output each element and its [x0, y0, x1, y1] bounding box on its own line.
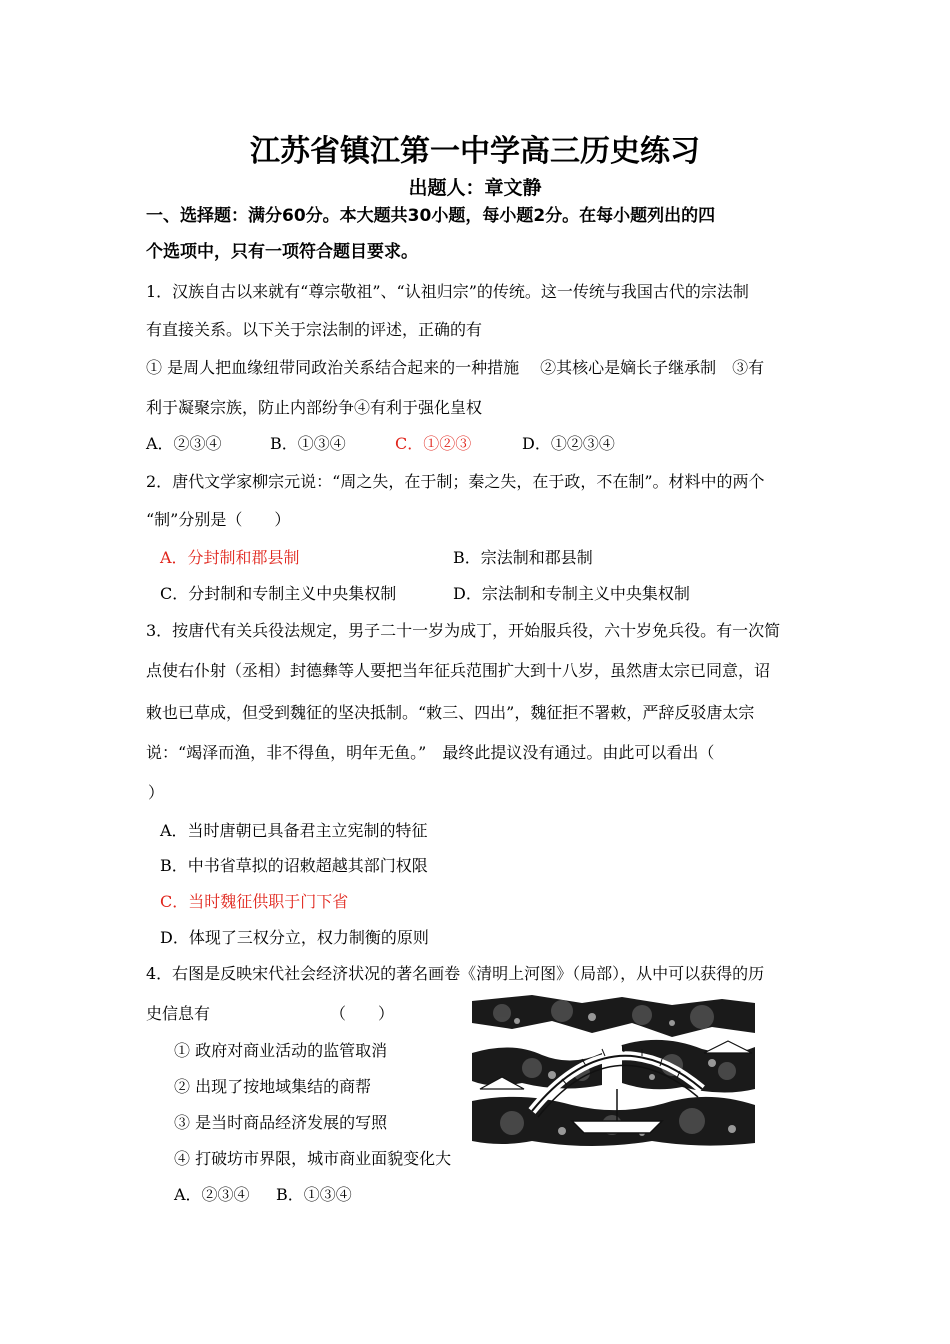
- q3-option-b: B．中书省草拟的诏敕超越其部门权限: [160, 856, 428, 875]
- q1-items-line1: ① 是周人把血缘纽带同政治关系结合起来的一种措施 ②其核心是嫡长子继承制 ③有: [146, 358, 765, 377]
- author-line: 出题人：章文静: [408, 177, 542, 199]
- q1-items-line2: 利于凝聚宗族，防止内部纷争④有利于强化皇权: [146, 398, 483, 417]
- q4-option-a: A．②③④: [174, 1185, 250, 1204]
- q2-option-b: B．宗法制和郡县制: [453, 548, 593, 567]
- q3-option-d: D．体现了三权分立，权力制衡的原则: [160, 928, 429, 947]
- section-heading-line2: 个选项中，只有一项符合题目要求。: [146, 242, 418, 262]
- qingming-painting-image: [472, 993, 755, 1151]
- q4-item-3: ③ 是当时商品经济发展的写照: [174, 1113, 388, 1132]
- q2-option-c: C．分封制和专制主义中央集权制: [160, 584, 397, 603]
- page-title: 江苏省镇江第一中学高三历史练习: [250, 134, 700, 169]
- q1-option-a: A．②③④: [146, 434, 222, 453]
- q4-option-b: B．①③④: [276, 1185, 352, 1204]
- q2-option-d: D．宗法制和专制主义中央集权制: [453, 584, 690, 603]
- q3-option-a: A．当时唐朝已具备君主立宪制的特征: [160, 821, 428, 840]
- q4-item-4: ④ 打破坊市界限，城市商业面貌变化大: [174, 1149, 452, 1168]
- q2-option-a-answer: A．分封制和郡县制: [160, 548, 300, 567]
- q3-stem-line3: 敕也已草成，但受到魏征的坚决抵制。“敕三、四出”，魏征拒不署敕，严辞反驳唐太宗: [146, 703, 755, 722]
- q1-stem-line1: 1．汉族自古以来就有“尊宗敬祖”、“认祖归宗”的传统。这一传统与我国古代的宗法制: [146, 282, 749, 301]
- q2-stem-line2: “制”分别是（ ）: [146, 510, 291, 529]
- q2-stem-line1: 2．唐代文学家柳宗元说：“周之失，在于制；秦之失，在于政，不在制”。材料中的两个: [146, 472, 765, 491]
- q4-item-1: ① 政府对商业活动的监管取消: [174, 1041, 388, 1060]
- q3-stem-line2: 点使右仆射（丞相）封德彝等人要把当年征兵范围扩大到十八岁，虽然唐太宗已同意，诏: [146, 661, 771, 680]
- q3-stem-line4: 说：“竭泽而渔，非不得鱼，明年无鱼。” 最终此提议没有通过。由此可以看出（: [146, 743, 715, 762]
- q1-stem-line2: 有直接关系。以下关于宗法制的评述，正确的有: [146, 320, 483, 339]
- section-heading-line1: 一、选择题：满分60分。本大题共30小题，每小题2分。在每小题列出的四: [146, 206, 716, 226]
- q3-stem-line1: 3．按唐代有关兵役法规定，男子二十一岁为成丁，开始服兵役，六十岁免兵役。有一次简: [146, 621, 781, 640]
- q4-stem-line2: 史信息有 （ ）: [146, 1004, 395, 1023]
- q4-item-2: ② 出现了按地域集结的商帮: [174, 1077, 372, 1096]
- q3-option-c-answer: C．当时魏征供职于门下省: [160, 892, 349, 911]
- q1-option-d: D．①②③④: [522, 434, 615, 453]
- q4-stem-line1: 4．右图是反映宋代社会经济状况的著名画卷《清明上河图》（局部），从中可以获得的历: [146, 964, 765, 983]
- q3-stem-line5: ）: [148, 783, 165, 802]
- q1-option-c-answer: C．①②③: [395, 434, 472, 453]
- q1-option-b: B．①③④: [270, 434, 346, 453]
